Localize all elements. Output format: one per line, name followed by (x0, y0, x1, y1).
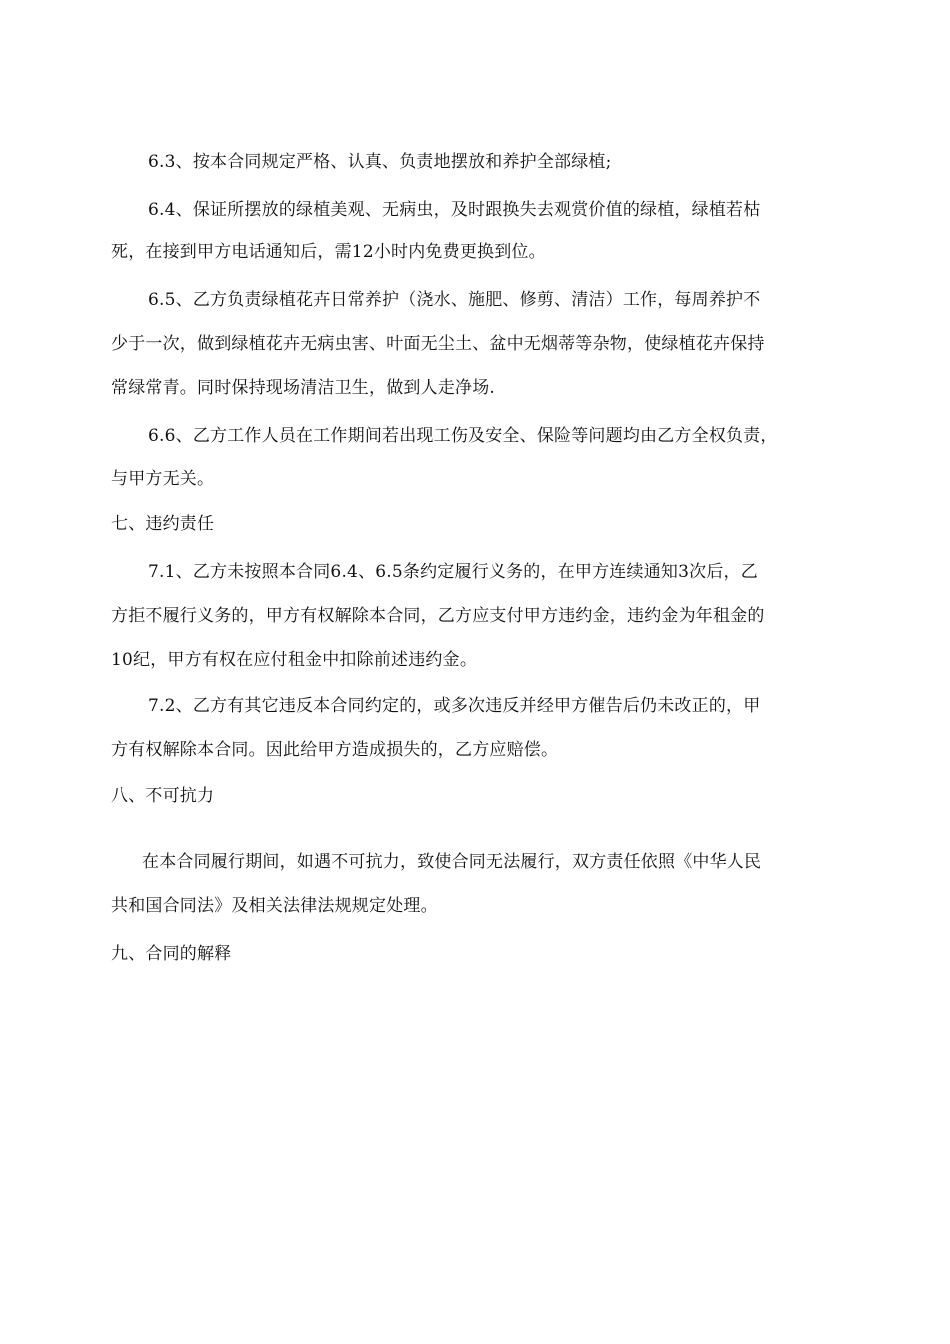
clause-6-3-line-1: 6.3、按本合同规定严格、认真、负责地摆放和养护全部绿植; (148, 152, 612, 172)
section-heading-9: 九、合同的解释 (111, 944, 232, 964)
clause-7-1-line-2: 方拒不履行义务的，甲方有权解除本合同，乙方应支付甲方违约金，违约金为年租金的 (111, 606, 765, 626)
clause-7-2-line-2: 方有权解除本合同。因此给甲方造成损失的，乙方应赔偿。 (111, 740, 559, 760)
section-heading-8: 八、不可抗力 (111, 786, 215, 806)
clause-6-5-line-3: 常绿常青。同时保持现场清洁卫生，做到人走净场. (111, 378, 496, 398)
clause-6-4-line-1: 6.4、保证所摆放的绿植美观、无病虫，及时跟换失去观赏价值的绿植，绿植若枯 (148, 200, 761, 220)
clause-6-6-line-1: 6.6、乙方工作人员在工作期间若出现工伤及安全、保险等问题均由乙方全权负责， (148, 426, 778, 446)
clause-6-6-line-2: 与甲方无关。 (111, 469, 215, 489)
clause-7-2-line-1: 7.2、乙方有其它违反本合同约定的，或多次违反并经甲方催告后仍未改正的，甲 (148, 696, 761, 716)
clause-7-1-line-1: 7.1、乙方未按照本合同6.4、6.5条约定履行义务的，在甲方连续通知3次后，乙 (148, 562, 758, 582)
section-heading-7: 七、违约责任 (111, 514, 215, 534)
force-majeure-line-2: 共和国合同法》及相关法律法规规定处理。 (111, 896, 438, 916)
clause-7-1-line-3: 10纪，甲方有权在应付租金中扣除前述违约金。 (111, 650, 478, 670)
clause-6-5-line-2: 少于一次，做到绿植花卉无病虫害、叶面无尘土、盆中无烟蒂等杂物，使绿植花卉保持 (111, 334, 765, 354)
clause-6-4-line-2: 死，在接到甲方电话通知后，需12小时内免费更换到位。 (111, 242, 546, 262)
force-majeure-line-1: 在本合同履行期间，如遇不可抗力，致使合同无法履行，双方责任依照《中华人民 (142, 852, 762, 872)
clause-6-5-line-1: 6.5、乙方负责绿植花卉日常养护（浇水、施肥、修剪、清洁）工作，每周养护不 (148, 290, 761, 310)
